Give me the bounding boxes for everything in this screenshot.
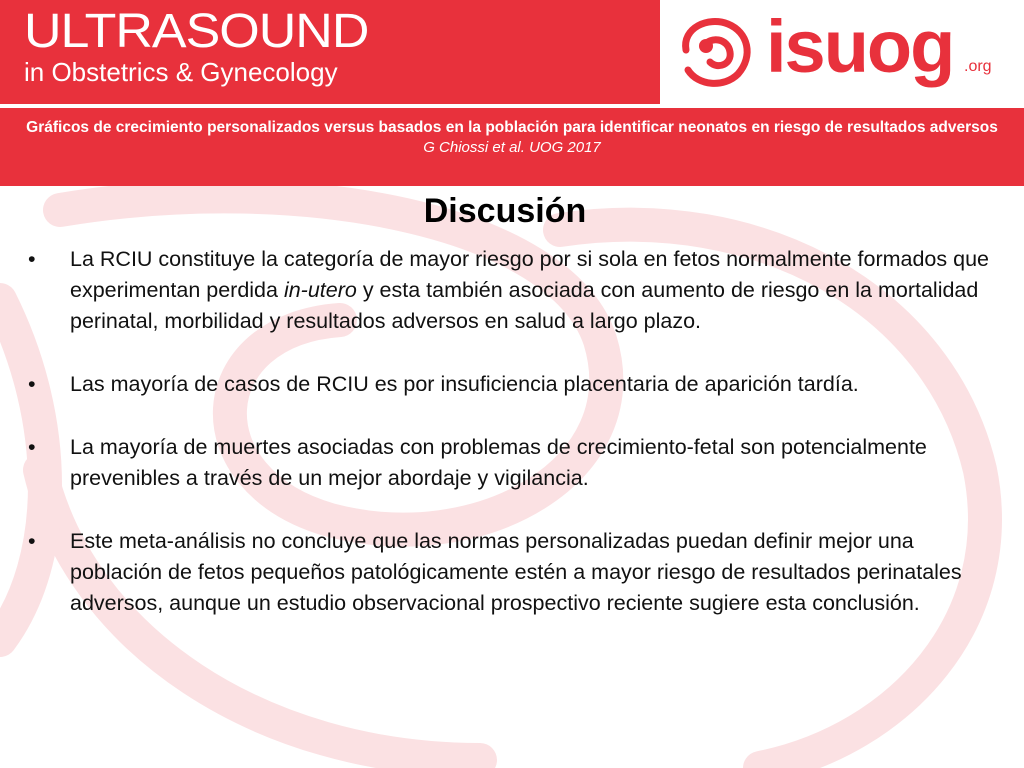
bullet-text: La RCIU constituye la categoría de mayor riesgo por si sola en fetos normalmente formados que experimentan perdida	[70, 247, 989, 302]
isuog-fetus-logo-icon	[674, 10, 760, 94]
bullet-item	[28, 526, 1008, 619]
logo-text: isuog	[766, 5, 954, 88]
bullet-text: Este meta-análisis no concluye que las normas personalizadas puedan definir mejor una población de fetos pequeños patológicamente estén a mayor riesgo de resultados perinatales adversos, aunque un estudio observacional prospectivo reciente sugiere esta conclusión.	[70, 529, 962, 615]
logo-suffix: .org	[964, 58, 992, 75]
journal-subtitle: in Obstetrics & Gynecology	[24, 57, 338, 87]
article-title: Gráficos de crecimiento personalizados versus basados en la población para identificar neonatos en riesgo de resultados adversos	[26, 119, 998, 136]
journal-title: ULTRASOUND	[24, 4, 369, 59]
bullet-text: La mayoría de muertes asociadas con problemas de crecimiento-fetal son potencialmente prevenibles a través de un mejor abordaje y vigilancia.	[70, 435, 927, 490]
slide-heading: Discusión	[423, 192, 587, 230]
bullet-dot: •	[28, 529, 36, 553]
bullet-dot: •	[28, 372, 36, 396]
isuog-logo[interactable]	[660, 0, 1024, 104]
bullet-italic-term: in-utero	[283, 278, 357, 302]
bullet-dot: •	[28, 435, 36, 459]
article-citation: G Chiossi et al. UOG 2017	[423, 139, 601, 156]
bullet-item	[28, 369, 1008, 400]
bullet-list	[28, 244, 1008, 619]
bullet-item	[28, 244, 1008, 337]
bullet-item	[28, 432, 1008, 494]
article-banner	[0, 108, 1024, 186]
journal-header	[0, 0, 1024, 104]
bullet-text: y esta también asociada con aumento de riesgo en la mortalidad perinatal, morbilidad y resultados adversos en salud a largo plazo.	[70, 278, 979, 333]
bullet-dot: •	[28, 247, 36, 271]
bullet-text: Las mayoría de casos de RCIU es por insuficiencia placentaria de aparición tardía.	[70, 372, 859, 396]
